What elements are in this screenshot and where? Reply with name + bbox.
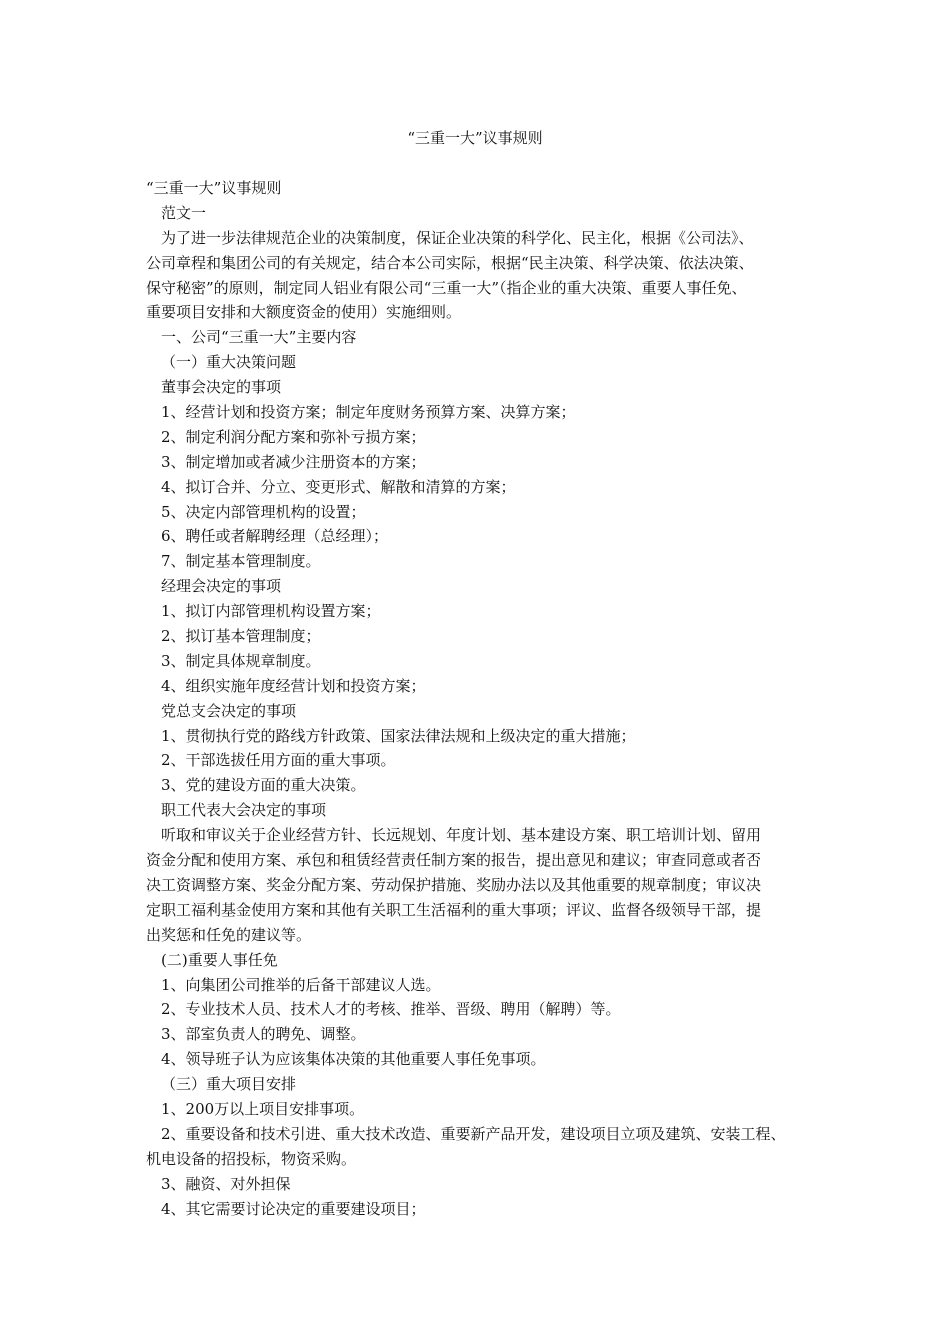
text-line: 2、干部选拔任用方面的重大事项。 [161,751,396,770]
text-line: 出奖惩和任免的建议等。 [146,925,312,944]
text-line: 4、组织实施年度经营计划和投资方案； [161,676,426,695]
text-line: 4、领导班子认为应该集体决策的其他重要人事任免事项。 [161,1050,546,1069]
text-line: 2、重要设备和技术引进、重大技术改造、重要新产品开发，建设项目立项及建筑、安装工程、 [161,1124,786,1143]
text-line: 1、200万以上项目安排事项。 [161,1099,365,1118]
text-line: 2、专业技术人员、技术人才的考核、推举、晋级、聘用（解聘）等。 [161,1000,621,1019]
text-line: （一）重大决策问题 [161,353,297,372]
text-line: 3、部室负责人的聘免、调整。 [161,1025,366,1044]
text-line: 1、经营计划和投资方案；制定年度财务预算方案、决算方案； [161,403,576,422]
text-line: 资金分配和使用方案、承包和租赁经营责任制方案的报告，提出意见和建议；审查同意或者否 [146,851,762,870]
text-line: 7、制定基本管理制度。 [161,552,321,571]
text-line: 听取和审议关于企业经营方针、长远规划、年度计划、基本建设方案、职工培训计划、留用 [161,826,762,845]
text-line: 经理会决定的事项 [161,577,282,596]
text-line: 职工代表大会决定的事项 [161,801,327,820]
text-line: “三重一大”议事规则 [146,179,282,197]
text-line: 决工资调整方案、奖金分配方案、劳动保护措施、奖励办法以及其他重要的规章制度；审议决 [146,875,762,894]
text-line: 定职工福利基金使用方案和其他有关职工生活福利的重大事项；评议、监督各级领导干部，提 [146,900,762,919]
text-line: （三）重大项目安排 [161,1075,297,1094]
document-body [146,176,822,1221]
text-line: 公司章程和集团公司的有关规定，结合本公司实际，根据“民主决策、科学决策、依法决策、 [146,253,754,272]
text-line: 3、融资、对外担保 [161,1174,291,1193]
text-line: 3、党的建设方面的重大决策。 [161,776,366,795]
text-line: 3、制定增加或者减少注册资本的方案； [161,452,426,471]
text-line: 范文一 [161,203,207,222]
text-line: 董事会决定的事项 [161,378,282,397]
text-line: 1、向集团公司推举的后备干部建议人选。 [161,975,441,994]
text-line: 党总支会决定的事项 [161,701,297,720]
text-line: 2、制定利润分配方案和弥补亏损方案； [161,427,426,446]
text-line: 机电设备的招投标，物资采购。 [146,1149,357,1168]
text-line: 为了进一步法律规范企业的决策制度，保证企业决策的科学化、民主化，根据《公司法》、 [161,228,754,247]
text-line: 2、拟订基本管理制度； [161,627,321,646]
text-line: 一、公司“三重一大”主要内容 [161,328,357,347]
text-line: 1、拟订内部管理机构设置方案； [161,602,381,621]
text-line: 5、决定内部管理机构的设置； [161,502,366,521]
text-line: 4、其它需要讨论决定的重要建设项目； [161,1199,426,1218]
document-title: “三重一大”议事规则 [407,129,543,147]
text-line: (二)重要人事任免 [161,950,278,969]
text-line: 4、拟订合并、分立、变更形式、解散和清算的方案； [161,477,516,496]
text-line: 保守秘密”的原则，制定同人铝业有限公司“三重一大”（指企业的重大决策、重要人事任免、 [146,278,747,297]
text-line: 1、贯彻执行党的路线方针政策、国家法律法规和上级决定的重大措施； [161,726,636,745]
text-line: 6、聘任或者解聘经理（总经理）； [161,527,389,546]
text-line: 重要项目安排和大额度资金的使用）实施细则。 [146,303,462,322]
text-line: 3、制定具体规章制度。 [161,651,321,670]
